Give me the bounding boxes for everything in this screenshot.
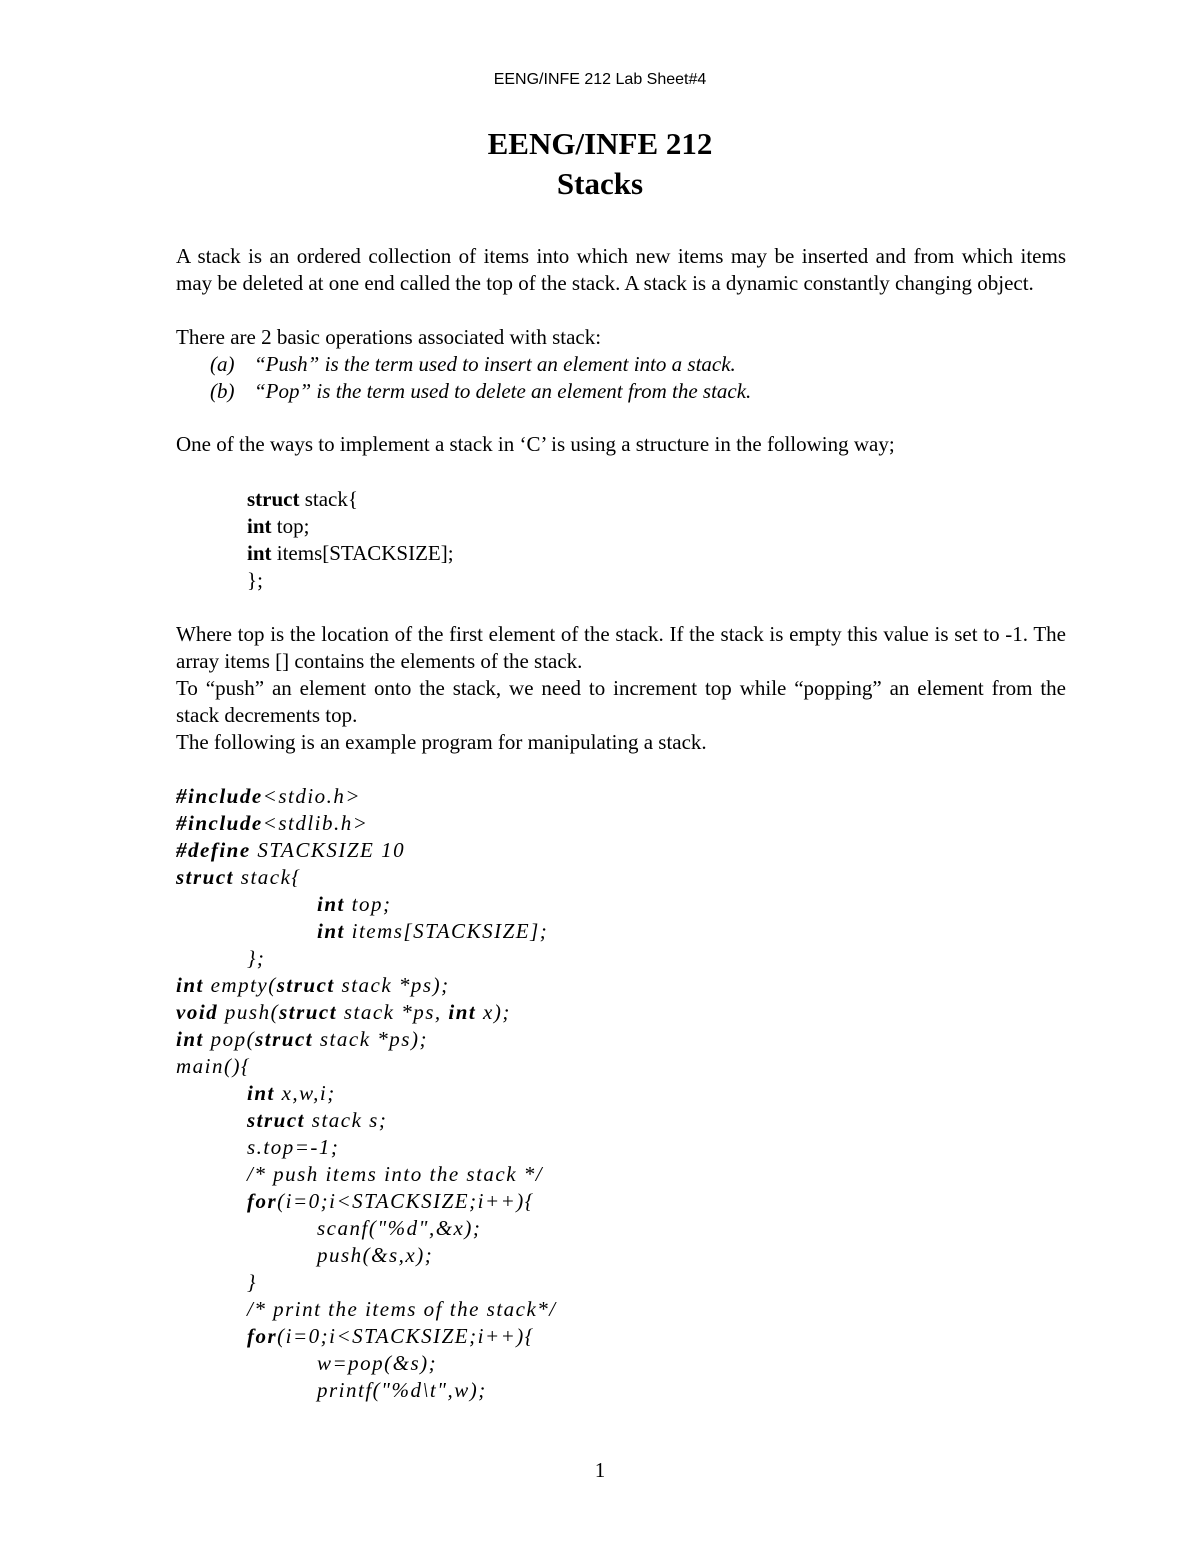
code-line — [317, 891, 391, 918]
code-keyword: int — [317, 892, 345, 916]
code-text: <stdio.h> — [262, 784, 362, 808]
code-keyword: for — [247, 1324, 278, 1348]
code-text: x,w,i; — [274, 1081, 336, 1105]
code-keyword: #include — [176, 811, 263, 835]
code-text: stack *ps, — [337, 1000, 449, 1024]
operation-text: “Pop” is the term used to delete an element from the stack. — [254, 379, 752, 403]
code-text: stack *ps); — [313, 1027, 428, 1051]
operation-push — [210, 351, 736, 378]
explanation-paragraph: Where top is the location of the first element of the stack. If the stack is empty this value is set to -1. The array items [] contains the elements of the stack. — [176, 622, 1066, 673]
code-text: push( — [218, 1000, 280, 1024]
code-keyword: struct — [176, 865, 235, 889]
code-keyword: #define — [176, 838, 251, 862]
page-number: 1 — [594, 1458, 606, 1482]
code-keyword: struct — [279, 1000, 338, 1024]
code-line: printf("%d\t",w); — [317, 1378, 487, 1402]
code-keyword: int — [247, 1081, 275, 1105]
intro-paragraph: A stack is an ordered collection of items into which new items may be inserted and from which items may be deleted at one end called the top of the stack. A stack is a dynamic constantly changing object. — [176, 244, 1066, 295]
code-text: STACKSIZE 10 — [250, 838, 406, 862]
document-subtitle: Stacks — [556, 166, 644, 201]
code-line — [247, 1080, 336, 1107]
code-line — [176, 999, 511, 1026]
struct-line: }; — [247, 568, 263, 592]
code-text: x); — [476, 1000, 511, 1024]
code-line — [176, 1026, 428, 1053]
struct-line — [247, 486, 358, 513]
code-keyword: int — [317, 919, 345, 943]
code-keyword: int — [448, 1000, 477, 1024]
code-keyword: #include — [176, 784, 263, 808]
code-line — [317, 918, 548, 945]
struct-text: stack{ — [299, 487, 358, 511]
code-comment: /* push items into the stack */ — [247, 1162, 544, 1186]
code-line — [176, 837, 405, 864]
code-line: main(){ — [176, 1054, 251, 1078]
operations-intro: There are 2 basic operations associated with stack: — [176, 325, 602, 349]
code-comment: /* print the items of the stack*/ — [247, 1297, 557, 1321]
code-line — [247, 1323, 535, 1350]
keyword: struct — [247, 487, 300, 511]
explanation-paragraph: The following is an example program for manipulating a stack. — [176, 730, 707, 754]
code-line: push(&s,x); — [317, 1243, 434, 1267]
struct-line — [247, 540, 454, 567]
operation-pop — [210, 378, 751, 405]
code-text: items[STACKSIZE]; — [344, 919, 549, 943]
code-text: (i=0;i<STACKSIZE;i++){ — [277, 1189, 535, 1213]
code-keyword: void — [176, 1000, 219, 1024]
code-text: stack *ps); — [334, 973, 450, 997]
implementation-sentence: One of the ways to implement a stack in ‘C’ is using a structure in the following way; — [176, 432, 895, 456]
code-keyword: struct — [247, 1108, 306, 1132]
code-text: empty( — [203, 973, 277, 997]
code-line: scanf("%d",&x); — [317, 1216, 482, 1240]
code-line — [176, 972, 450, 999]
code-text: <stdlib.h> — [262, 811, 369, 835]
operation-text: “Push” is the term used to insert an element into a stack. — [254, 352, 736, 376]
code-line — [247, 1188, 535, 1215]
keyword: int — [247, 541, 272, 565]
struct-line — [247, 513, 309, 540]
explanation-paragraph: To “push” an element onto the stack, we need to increment top while “popping” an element from the stack decrements top. — [176, 676, 1066, 727]
code-text: (i=0;i<STACKSIZE;i++){ — [277, 1324, 535, 1348]
code-text: stack s; — [305, 1108, 388, 1132]
code-line: w=pop(&s); — [317, 1351, 438, 1375]
operation-marker: (a) — [210, 352, 235, 376]
code-text: pop( — [203, 1027, 256, 1051]
code-text: top; — [344, 892, 392, 916]
struct-text: top; — [271, 514, 310, 538]
code-keyword: int — [176, 973, 204, 997]
code-text: stack{ — [234, 865, 302, 889]
code-line: s.top=-1; — [247, 1135, 340, 1159]
document-title: EENG/INFE 212 — [487, 126, 713, 161]
code-line: } — [247, 1270, 257, 1294]
operation-marker: (b) — [210, 379, 235, 403]
struct-text: items[STACKSIZE]; — [271, 541, 454, 565]
code-line: }; — [247, 946, 266, 970]
code-line — [176, 783, 361, 810]
code-keyword: for — [247, 1189, 278, 1213]
running-header: EENG/INFE 212 Lab Sheet#4 — [493, 71, 707, 88]
code-line — [247, 1107, 387, 1134]
code-line — [176, 864, 301, 891]
keyword: int — [247, 514, 272, 538]
code-line — [176, 810, 368, 837]
code-keyword: struct — [255, 1027, 314, 1051]
code-keyword: int — [176, 1027, 204, 1051]
code-keyword: struct — [276, 973, 335, 997]
